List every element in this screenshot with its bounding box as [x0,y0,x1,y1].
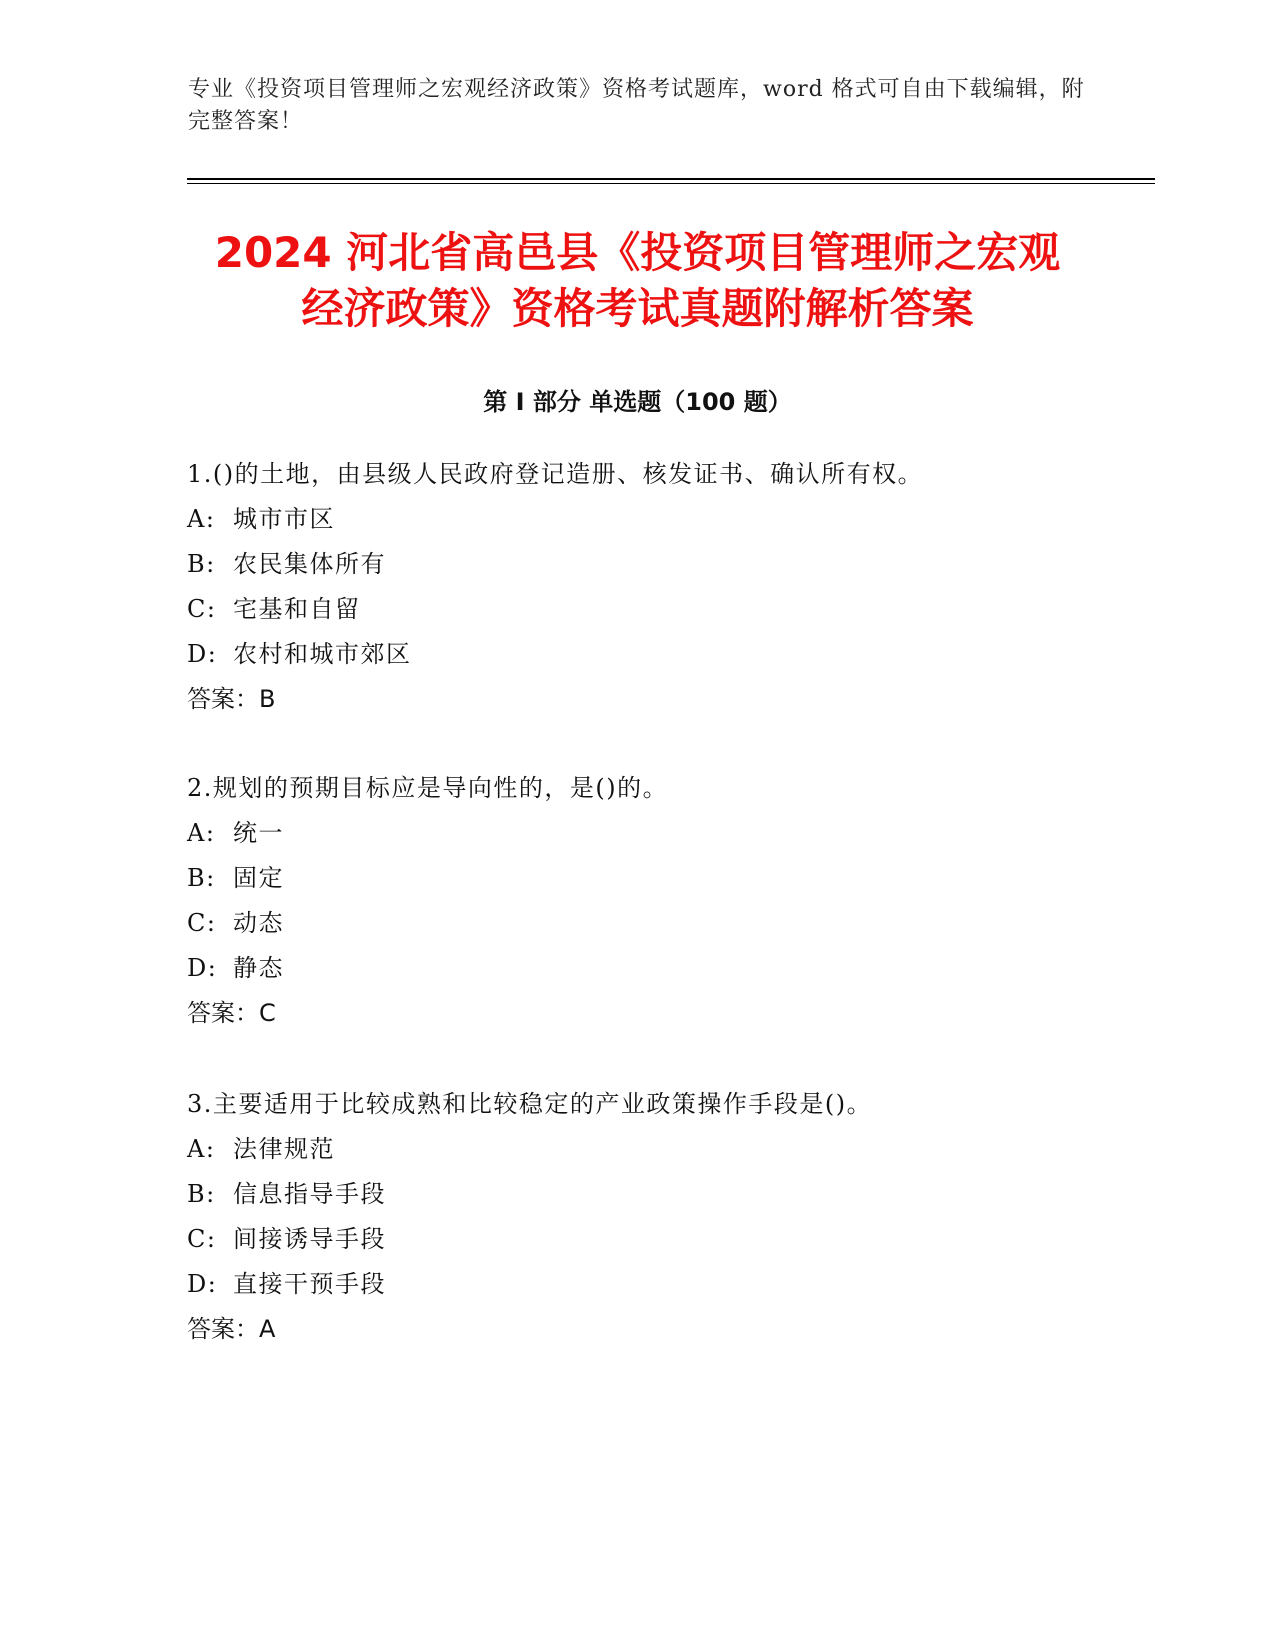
option-text: 静态 [233,954,284,982]
question-2 [187,766,1147,1036]
document-title-line-1: 2024 河北省高邑县《投资项目管理师之宏观 [214,228,1061,277]
option-key: D: [187,954,218,982]
question-answer: 答案：C [187,999,276,1027]
question-option-a [187,1127,1147,1172]
question-3 [187,1082,1147,1352]
question-option-a [187,811,1147,856]
option-text: 统一 [233,819,284,847]
header-note: 专业《投资项目管理师之宏观经济政策》资格考试题库，word 格式可自由下载编辑，附完整答案！ [188,77,1085,134]
question-stem: 1.()的土地，由县级人民政府登记造册、核发证书、确认所有权。 [187,460,924,488]
question-option-b [187,856,1147,901]
option-key: C: [187,909,217,937]
option-text: 动态 [233,909,284,937]
question-option-b [187,542,1147,587]
option-key: A: [187,1135,216,1163]
question-answer: 答案：B [187,685,276,713]
question-option-c [187,1217,1147,1262]
question-option-d [187,1262,1147,1307]
option-text: 间接诱导手段 [233,1225,386,1253]
option-key: C: [187,1225,217,1253]
option-text: 法律规范 [233,1135,335,1163]
document-title [100,225,1175,337]
option-text: 农村和城市郊区 [233,640,412,668]
question-option-d [187,632,1147,677]
section-heading: 第 I 部分 单选题（100 题） [483,388,792,416]
question-option-d [187,946,1147,991]
header-rule-thick [187,178,1155,180]
question-stem: 2.规划的预期目标应是导向性的，是()的。 [187,774,669,802]
header-rule-thin [187,183,1155,184]
option-text: 农民集体所有 [233,550,386,578]
option-text: 信息指导手段 [233,1180,386,1208]
question-option-c [187,587,1147,632]
option-key: A: [187,819,216,847]
question-1 [187,452,1147,722]
question-answer: 答案：A [187,1315,276,1343]
option-text: 直接干预手段 [233,1270,386,1298]
option-text: 宅基和自留 [233,595,361,623]
option-key: B: [187,1180,216,1208]
option-key: A: [187,505,216,533]
option-text: 固定 [233,864,284,892]
question-option-b [187,1172,1147,1217]
option-key: D: [187,1270,218,1298]
question-stem: 3.主要适用于比较成熟和比较稳定的产业政策操作手段是()。 [187,1090,873,1118]
option-key: C: [187,595,217,623]
option-key: B: [187,864,216,892]
document-title-line-2: 经济政策》资格考试真题附解析答案 [301,284,974,333]
option-key: D: [187,640,218,668]
question-option-c [187,901,1147,946]
option-text: 城市市区 [233,505,335,533]
question-option-a [187,497,1147,542]
option-key: B: [187,550,216,578]
